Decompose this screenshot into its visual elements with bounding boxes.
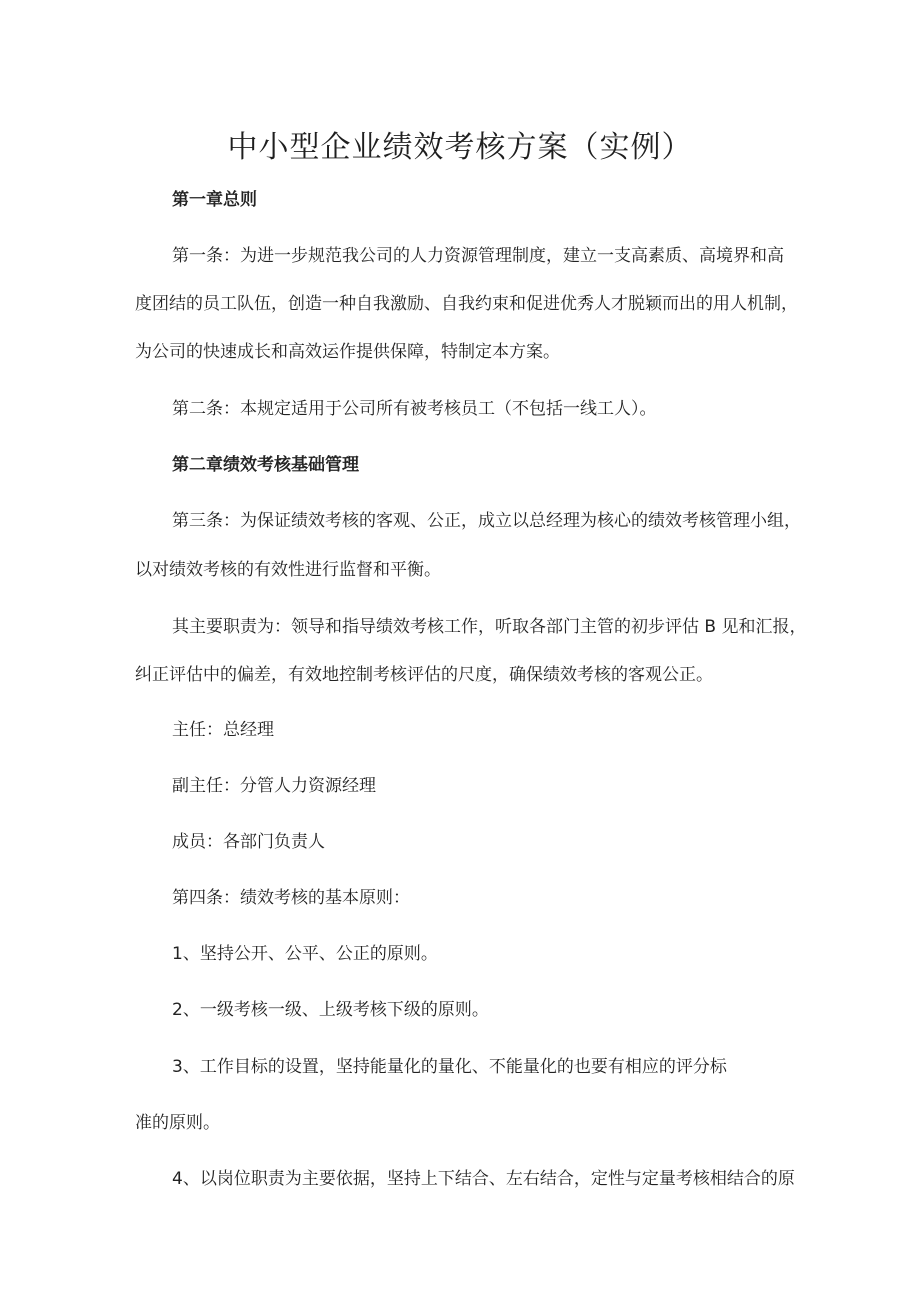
article-3-line-1: 第三条：为保证绩效考核的客观、公正，成立以总经理为核心的绩效考核管理小组， — [172, 511, 801, 531]
principle-3-line-2: 准的原则。 — [135, 1113, 220, 1133]
article-1-line-3: 为公司的快速成长和高效运作提供保障，特制定本方案。 — [135, 342, 560, 362]
article-3-line-2: 以对绩效考核的有效性进行监督和平衡。 — [135, 560, 441, 580]
principle-1: 1、坚持公开、公平、公正的原则。 — [172, 944, 438, 964]
article-1-line-1: 第一条：为进一步规范我公司的人力资源管理制度，建立一支高素质、高境界和高 — [172, 246, 784, 266]
principle-2: 2、一级考核一级、上级考核下级的原则。 — [172, 1000, 489, 1020]
article-4: 第四条：绩效考核的基本原则： — [172, 888, 410, 908]
article-1-line-2: 度团结的员工队伍，创造一种自我激励、自我约束和促进优秀人才脱颖而出的用人机制， — [135, 294, 798, 314]
article-2: 第二条：本规定适用于公司所有被考核员工（不包括一线工人）。 — [172, 399, 657, 419]
director-line: 主任：总经理 — [172, 720, 274, 740]
deputy-line: 副主任：分管人力资源经理 — [172, 776, 376, 796]
members-line: 成员：各部门负责人 — [172, 832, 325, 852]
principle-4: 4、以岗位职责为主要依据，坚持上下结合、左右结合，定性与定量考核相结合的原 — [172, 1169, 795, 1189]
chapter-heading-1: 第一章总则 — [172, 190, 257, 210]
document-title: 中小型企业绩效考核方案（实例） — [227, 130, 693, 165]
chapter-heading-2: 第二章绩效考核基础管理 — [172, 455, 359, 475]
duties-line-1: 其主要职责为：领导和指导绩效考核工作，听取各部门主管的初步评估 B 见和汇报， — [172, 617, 807, 637]
duties-line-2: 纠正评估中的偏差，有效地控制考核评估的尺度，确保绩效考核的客观公正。 — [135, 665, 713, 685]
principle-3-line-1: 3、工作目标的设置，坚持能量化的量化、不能量化的也要有相应的评分标 — [172, 1057, 727, 1077]
